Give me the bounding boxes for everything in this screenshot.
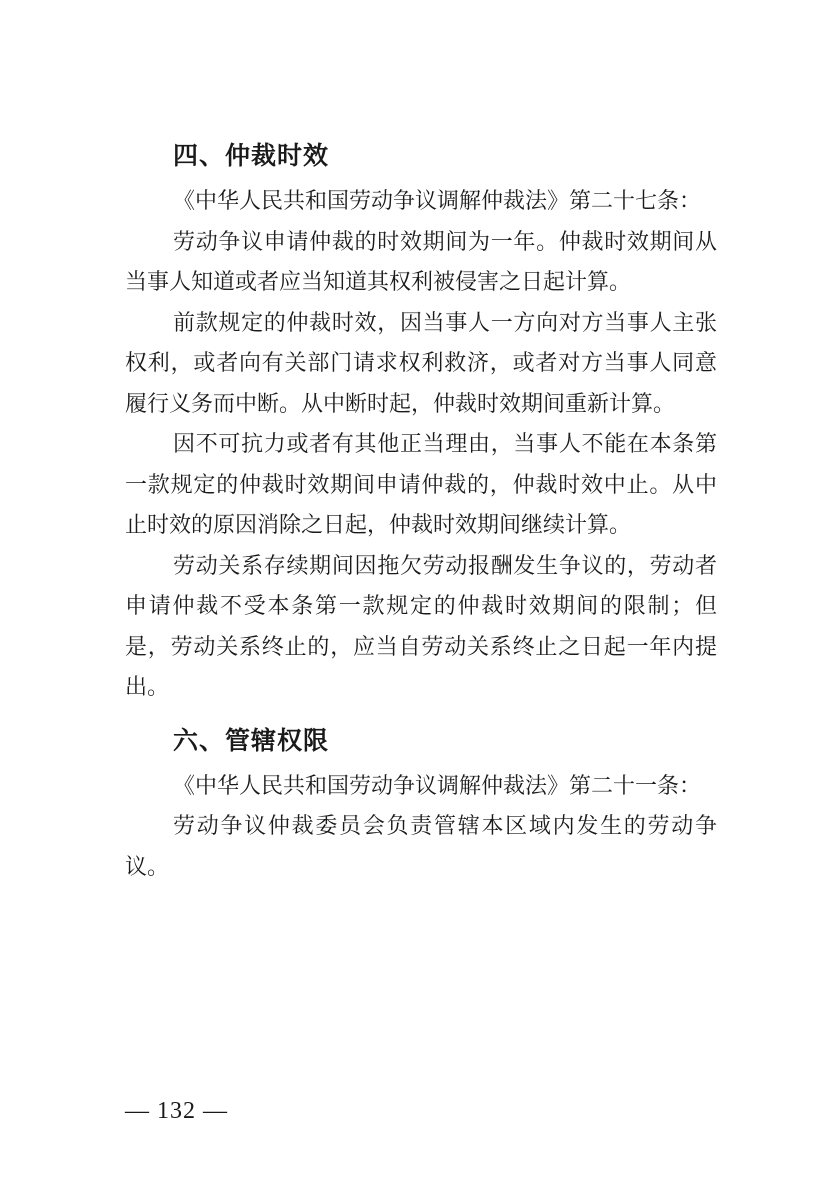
paragraph: 因不可抗力或者有其他正当理由，当事人不能在本条第一款规定的仲裁时效期间申请仲裁的，仲裁时效中止。从中止时效的原因消除之日起，仲裁时效期间继续计算。 — [125, 432, 717, 538]
section-heading: 四、仲裁时效 — [173, 141, 330, 170]
section-jurisdiction — [125, 715, 717, 889]
section-arbitration-limitation — [125, 130, 717, 709]
law-citation: 《中华人民共和国劳动争议调解仲裁法》第二十一条： — [173, 773, 702, 799]
paragraph: 劳动争议仲裁委员会负责管辖本区域内发生的劳动争议。 — [125, 814, 717, 880]
section-heading: 六、管辖权限 — [173, 725, 330, 755]
law-citation: 《中华人民共和国劳动争议调解仲裁法》第二十七条： — [173, 189, 702, 214]
document-body — [125, 130, 717, 888]
page-number: — 132 — — [125, 1098, 228, 1124]
paragraph: 劳动关系存续期间因拖欠劳动报酬发生争议的，劳动者申请仲裁不受本条第一款规定的仲裁时效期间的限制；但是，劳动关系终止的，应当自劳动关系终止之日起一年内提出。 — [125, 553, 717, 700]
paragraph: 前款规定的仲裁时效，因当事人一方向对方当事人主张权利，或者向有关部门请求权利救济，或者对方当事人同意履行义务而中断。从中断时起，仲裁时效期间重新计算。 — [125, 310, 717, 417]
paragraph: 劳动争议申请仲裁的时效期间为一年。仲裁时效期间从当事人知道或者应当知道其权利被侵害之日起计算。 — [125, 229, 717, 295]
